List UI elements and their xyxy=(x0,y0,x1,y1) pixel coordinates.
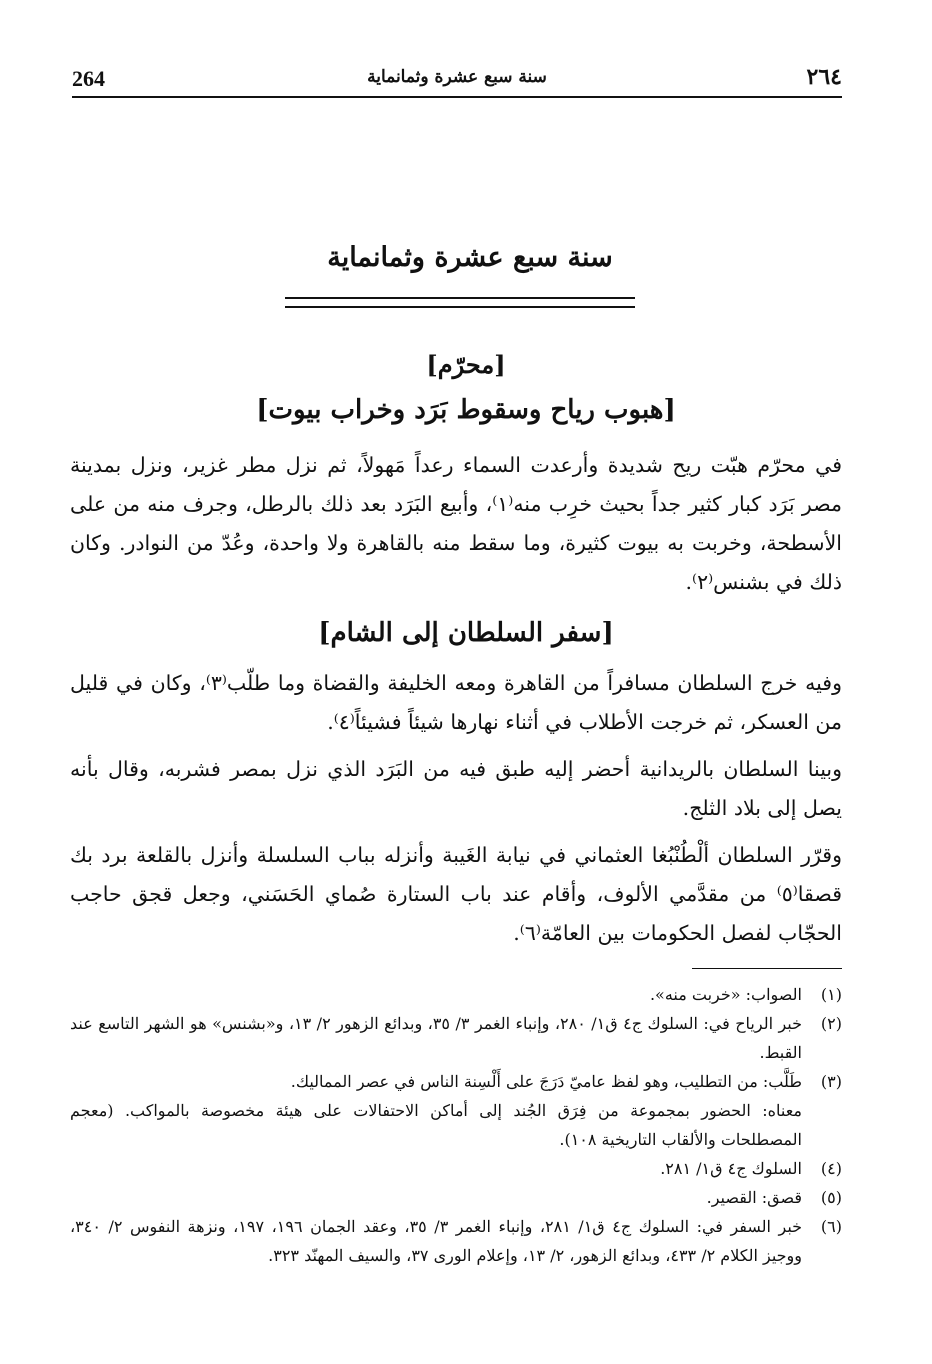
footnote-number: (٥) xyxy=(820,1188,842,1207)
paragraph-ridaniya: وبينا السلطان بالريدانية أحضر إليه طبق فيه من البَرَد الذي نزل بمصر فشربه، وقال بأنه يصل إلى بلاد الثلج. xyxy=(70,757,842,820)
footnote-number: (٣) xyxy=(820,1072,842,1091)
footnote-3 xyxy=(70,1067,842,1154)
footnote-1 xyxy=(70,980,842,1009)
paragraph-storm: في محرّم هبّت ريح شديدة وأرعدت السماء رعداً مَهولاً، ثم نزل مطر غزير، ونزل بمدينة مصر بَرَد كبار كثير جداً بحيث خرِب منه⁽١⁾، وأبيع البَرَد بعد ذلك بالرطل، وجرف منه من على الأسطحة، وخربت به بيوت كثيرة، وما سقط منه بالقاهرة ولا واحدة، وعُدّ من النوادر. وكان ذلك في بشنس⁽٢⁾. xyxy=(70,453,842,594)
footnote-6 xyxy=(70,1212,842,1270)
footnote-line: طَلَّب: من التطليب، وهو لفظ عاميّ دَرَجَ على أَلْسِنة الناس في عصر المماليك. xyxy=(290,1072,802,1091)
page-header xyxy=(72,60,842,98)
title-double-rule xyxy=(285,297,635,308)
footnote-number: (١) xyxy=(820,985,842,1004)
footnote-text: خبر السفر في: السلوك ج٤ ق١/ ٢٨١، وإنباء الغمر ٣/ ٣٥، وعقد الجمان ١٩٦، ١٩٧، ونزهة النفوس ٢/ ٣٤٠، ووجيز الكلام ٢/ ٤٣٣، وبدائع الزهور، ٢/ ١٣، وإعلام الورى ٣٧، والسيف المهنّد ٣٢٣. xyxy=(70,1217,803,1265)
footnote-number: (٦) xyxy=(820,1217,842,1236)
footnote-line: معناه: الحضور بمجموعة من فِرَق الجُند إلى أماكن الاحتفالات على هيئة مخصوصة بالمواكب. (معجم المصطلحات والألقاب التاريخية ١٠٨). xyxy=(70,1101,803,1149)
footnote-5 xyxy=(70,1183,842,1212)
footnotes xyxy=(70,980,842,1270)
page-number-arabic: ٢٦٤ xyxy=(806,64,842,90)
footnote-2 xyxy=(70,1009,842,1067)
footnote-separator xyxy=(692,968,842,969)
footnote-number: (٤) xyxy=(820,1159,842,1178)
footnote-4 xyxy=(70,1154,842,1183)
footnote-text xyxy=(70,1067,802,1154)
month-heading: [محرّم] xyxy=(426,350,506,379)
footnote-text: الصواب: «خربت منه». xyxy=(649,985,802,1004)
running-title: سنة سبع عشرة وثمانماية xyxy=(367,67,547,87)
footnote-text: خبر الرياح في: السلوك ج٤ ق١/ ٢٨٠، وإنباء الغمر ٣/ ٣٥، وبدائع الزهور ٢/ ١٣، و«بشنس» هو الشهر التاسع عند القبط. xyxy=(70,1014,803,1062)
footnote-number: (٢) xyxy=(820,1014,842,1033)
paragraph-sultan-departure: وفيه خرج السلطان مسافراً من القاهرة ومعه الخليفة والقضاة وما طلّب⁽٣⁾، وكان في قليل من العسكر، ثم خرجت الأطلاب في أثناء نهارها شيئاً فشيئاً⁽٤⁾. xyxy=(70,671,842,734)
paragraph-appointments: وقرّر السلطان ألْطُنْبُغا العثماني في نيابة الغَيبة وأنزله بباب السلسلة وأنزل بالقلعة برد بك قصقا⁽٥⁾ من مقدَّمي الألوف، وأقام عند باب الستارة صُماي الحَسَني، وجعل قجق حاجب الحجّاب لفصل الحكومات بين العامّة⁽٦⁾. xyxy=(70,843,842,945)
footnote-text: قصق: القصير. xyxy=(706,1188,802,1207)
chapter-title: سنة سبع عشرة وثمانماية xyxy=(327,242,613,273)
footnote-text: السلوك ج٤ ق١/ ٢٨١. xyxy=(660,1159,802,1178)
section-heading-storm: [هبوب رياح وسقوط بَرَد وخراب بيوت] xyxy=(256,395,676,425)
section-heading-sultan-travel: [سفر السلطان إلى الشام] xyxy=(318,618,614,648)
page-number-latin: 264 xyxy=(72,66,105,91)
